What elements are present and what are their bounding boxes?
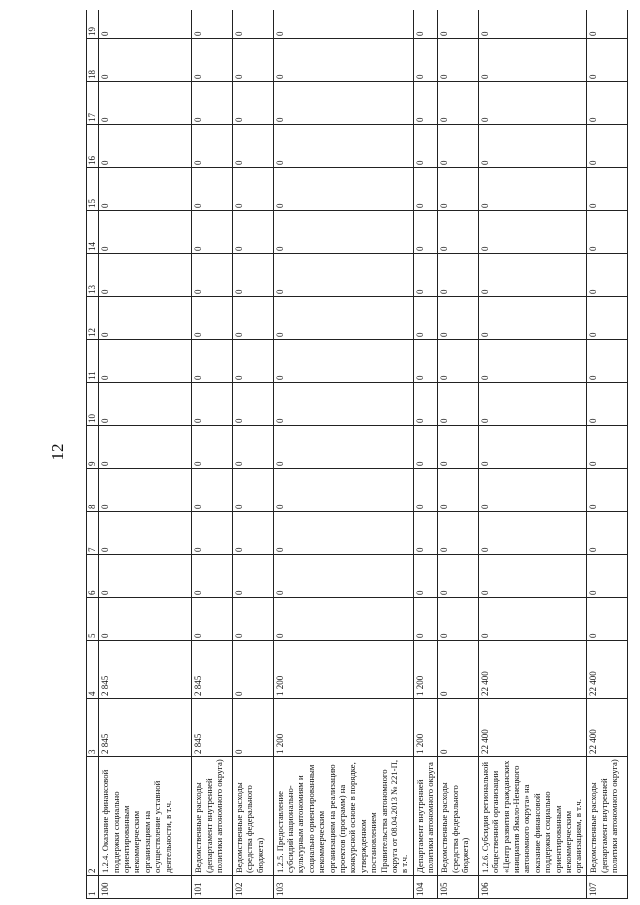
value-cell-col3: 1 200 (413, 699, 437, 757)
value-cell-col4: 1 200 (273, 641, 413, 699)
value-cell-col11: 0 (438, 340, 479, 383)
value-cell-col4: 2 845 (99, 641, 192, 699)
value-cell-col7: 0 (587, 512, 628, 555)
value-cell-col5: 0 (192, 598, 233, 641)
value-cell-col18: 0 (192, 39, 233, 82)
column-number-16: 16 (87, 125, 99, 168)
value-cell-col10: 0 (587, 383, 628, 426)
column-number-13: 13 (87, 254, 99, 297)
value-cell-col17: 0 (192, 82, 233, 125)
row-name-cell: Ведомственные расходы (департамент внутренней политики автономного округа) (192, 757, 233, 876)
value-cell-col15: 0 (438, 168, 479, 211)
table-row (192, 10, 233, 899)
row-name-cell: Ведомственные расходы (средства федерального бюджета) (438, 757, 479, 876)
value-cell-col5: 0 (233, 598, 274, 641)
column-number-12: 12 (87, 297, 99, 340)
value-cell-col7: 0 (99, 512, 192, 555)
value-cell-col18: 0 (587, 39, 628, 82)
value-cell-col7: 0 (233, 512, 274, 555)
value-cell-col9: 0 (273, 426, 413, 469)
value-cell-col13: 0 (438, 254, 479, 297)
row-number-cell: 106 (478, 876, 587, 899)
column-number-17: 17 (87, 82, 99, 125)
value-cell-col7: 0 (478, 512, 587, 555)
column-number-6: 6 (87, 555, 99, 598)
value-cell-col17: 0 (273, 82, 413, 125)
table-row (587, 10, 628, 899)
value-cell-col18: 0 (99, 39, 192, 82)
value-cell-col15: 0 (273, 168, 413, 211)
value-cell-col19: 0 (413, 10, 437, 39)
column-number-8: 8 (87, 469, 99, 512)
row-number-cell: 104 (413, 876, 437, 899)
value-cell-col3: 2 845 (192, 699, 233, 757)
value-cell-col7: 0 (438, 512, 479, 555)
value-cell-col9: 0 (192, 426, 233, 469)
value-cell-col17: 0 (413, 82, 437, 125)
value-cell-col19: 0 (99, 10, 192, 39)
value-cell-col16: 0 (192, 125, 233, 168)
value-cell-col9: 0 (478, 426, 587, 469)
value-cell-col12: 0 (99, 297, 192, 340)
value-cell-col11: 0 (587, 340, 628, 383)
value-cell-col4: 0 (233, 641, 274, 699)
column-number-7: 7 (87, 512, 99, 555)
value-cell-col5: 0 (587, 598, 628, 641)
value-cell-col19: 0 (587, 10, 628, 39)
table-row (413, 10, 437, 899)
value-cell-col15: 0 (413, 168, 437, 211)
value-cell-col17: 0 (438, 82, 479, 125)
value-cell-col3: 0 (438, 699, 479, 757)
rotated-content (86, 10, 628, 899)
table-row (438, 10, 479, 899)
value-cell-col10: 0 (478, 383, 587, 426)
value-cell-col3: 0 (233, 699, 274, 757)
value-cell-col14: 0 (478, 211, 587, 254)
value-cell-col16: 0 (273, 125, 413, 168)
value-cell-col18: 0 (478, 39, 587, 82)
column-number-19: 19 (87, 10, 99, 39)
column-number-row (87, 10, 99, 899)
value-cell-col13: 0 (233, 254, 274, 297)
table-row (273, 10, 413, 899)
value-cell-col14: 0 (413, 211, 437, 254)
value-cell-col13: 0 (587, 254, 628, 297)
value-cell-col6: 0 (587, 555, 628, 598)
column-number-2: 2 (87, 757, 99, 876)
value-cell-col19: 0 (438, 10, 479, 39)
value-cell-col18: 0 (273, 39, 413, 82)
row-name-cell: 1.2.4. Оказание финансовой поддержки социально ориентированным некоммерческим организациям на осуществление уставной деятельности, в т.ч. (99, 757, 192, 876)
value-cell-col14: 0 (587, 211, 628, 254)
row-number-cell: 103 (273, 876, 413, 899)
value-cell-col6: 0 (99, 555, 192, 598)
value-cell-col16: 0 (233, 125, 274, 168)
value-cell-col18: 0 (233, 39, 274, 82)
value-cell-col10: 0 (413, 383, 437, 426)
value-cell-col12: 0 (478, 297, 587, 340)
budget-table (86, 10, 628, 899)
value-cell-col8: 0 (438, 469, 479, 512)
value-cell-col11: 0 (192, 340, 233, 383)
value-cell-col15: 0 (192, 168, 233, 211)
value-cell-col9: 0 (233, 426, 274, 469)
value-cell-col19: 0 (273, 10, 413, 39)
value-cell-col13: 0 (478, 254, 587, 297)
value-cell-col4: 0 (438, 641, 479, 699)
page-number: 12 (48, 443, 67, 461)
value-cell-col3: 22 400 (587, 699, 628, 757)
value-cell-col8: 0 (192, 469, 233, 512)
value-cell-col16: 0 (478, 125, 587, 168)
column-number-11: 11 (87, 340, 99, 383)
value-cell-col15: 0 (99, 168, 192, 211)
table-row (99, 10, 192, 899)
value-cell-col7: 0 (273, 512, 413, 555)
column-number-14: 14 (87, 211, 99, 254)
row-number-cell: 107 (587, 876, 628, 899)
column-number-5: 5 (87, 598, 99, 641)
value-cell-col6: 0 (478, 555, 587, 598)
value-cell-col8: 0 (99, 469, 192, 512)
column-number-15: 15 (87, 168, 99, 211)
row-name-cell: Ведомственные расходы (департамент внутренней политики автономного округа) (587, 757, 628, 876)
value-cell-col6: 0 (438, 555, 479, 598)
value-cell-col13: 0 (273, 254, 413, 297)
value-cell-col15: 0 (587, 168, 628, 211)
value-cell-col12: 0 (438, 297, 479, 340)
value-cell-col17: 0 (233, 82, 274, 125)
row-name-cell: Ведомственные расходы (средства федерального бюджета) (233, 757, 274, 876)
value-cell-col4: 2 845 (192, 641, 233, 699)
value-cell-col5: 0 (438, 598, 479, 641)
value-cell-col6: 0 (233, 555, 274, 598)
value-cell-col5: 0 (413, 598, 437, 641)
value-cell-col9: 0 (438, 426, 479, 469)
table-body (87, 10, 628, 899)
column-number-10: 10 (87, 383, 99, 426)
value-cell-col9: 0 (587, 426, 628, 469)
value-cell-col4: 22 400 (478, 641, 587, 699)
value-cell-col14: 0 (438, 211, 479, 254)
value-cell-col11: 0 (99, 340, 192, 383)
value-cell-col11: 0 (478, 340, 587, 383)
value-cell-col4: 22 400 (587, 641, 628, 699)
value-cell-col5: 0 (273, 598, 413, 641)
value-cell-col9: 0 (413, 426, 437, 469)
value-cell-col3: 22 400 (478, 699, 587, 757)
value-cell-col19: 0 (233, 10, 274, 39)
value-cell-col12: 0 (413, 297, 437, 340)
value-cell-col12: 0 (273, 297, 413, 340)
value-cell-col12: 0 (587, 297, 628, 340)
value-cell-col13: 0 (413, 254, 437, 297)
value-cell-col14: 0 (273, 211, 413, 254)
table-row (233, 10, 274, 899)
table-row (478, 10, 587, 899)
value-cell-col12: 0 (233, 297, 274, 340)
value-cell-col14: 0 (233, 211, 274, 254)
value-cell-col16: 0 (438, 125, 479, 168)
value-cell-col10: 0 (438, 383, 479, 426)
value-cell-col10: 0 (192, 383, 233, 426)
column-number-18: 18 (87, 39, 99, 82)
row-number-cell: 102 (233, 876, 274, 899)
value-cell-col8: 0 (587, 469, 628, 512)
value-cell-col10: 0 (99, 383, 192, 426)
value-cell-col9: 0 (99, 426, 192, 469)
value-cell-col3: 2 845 (99, 699, 192, 757)
column-number-4: 4 (87, 641, 99, 699)
value-cell-col8: 0 (413, 469, 437, 512)
column-number-3: 3 (87, 699, 99, 757)
value-cell-col8: 0 (478, 469, 587, 512)
value-cell-col11: 0 (413, 340, 437, 383)
value-cell-col14: 0 (99, 211, 192, 254)
value-cell-col6: 0 (273, 555, 413, 598)
value-cell-col15: 0 (233, 168, 274, 211)
value-cell-col4: 1 200 (413, 641, 437, 699)
value-cell-col10: 0 (233, 383, 274, 426)
value-cell-col14: 0 (192, 211, 233, 254)
value-cell-col19: 0 (478, 10, 587, 39)
row-number-cell: 100 (99, 876, 192, 899)
value-cell-col10: 0 (273, 383, 413, 426)
value-cell-col6: 0 (192, 555, 233, 598)
value-cell-col17: 0 (587, 82, 628, 125)
value-cell-col16: 0 (99, 125, 192, 168)
value-cell-col8: 0 (233, 469, 274, 512)
value-cell-col18: 0 (413, 39, 437, 82)
value-cell-col3: 1 200 (273, 699, 413, 757)
column-number-9: 9 (87, 426, 99, 469)
row-number-cell: 105 (438, 876, 479, 899)
row-name-cell: Департамент внутренней политики автономного округа (413, 757, 437, 876)
value-cell-col5: 0 (478, 598, 587, 641)
column-number-1: 1 (87, 876, 99, 899)
row-name-cell: 1.2.6. Субсидия региональной общественной организации «Центр развития гражданских инициатив Ямало-Ненецкого автономного округа» на оказание финансовой поддержки социально ориентированным некоммерческим организациям, в т.ч. (478, 757, 587, 876)
value-cell-col12: 0 (192, 297, 233, 340)
value-cell-col11: 0 (273, 340, 413, 383)
value-cell-col19: 0 (192, 10, 233, 39)
value-cell-col15: 0 (478, 168, 587, 211)
value-cell-col13: 0 (192, 254, 233, 297)
value-cell-col13: 0 (99, 254, 192, 297)
value-cell-col17: 0 (99, 82, 192, 125)
value-cell-col7: 0 (413, 512, 437, 555)
value-cell-col8: 0 (273, 469, 413, 512)
value-cell-col17: 0 (478, 82, 587, 125)
value-cell-col7: 0 (192, 512, 233, 555)
row-name-cell: 1.2.5. Предоставление субсидий национально-культурным автономиям и социально ориентированным некоммерческим организациям на реализацию проектов (программ) на конкурсной основе в порядке, утвержденном постановлением Правительства автономного округа от 08.04.2013 № 221-П, в т.ч. (273, 757, 413, 876)
value-cell-col11: 0 (233, 340, 274, 383)
value-cell-col16: 0 (413, 125, 437, 168)
value-cell-col16: 0 (587, 125, 628, 168)
value-cell-col5: 0 (99, 598, 192, 641)
budget-table-frame (86, 10, 628, 899)
value-cell-col6: 0 (413, 555, 437, 598)
row-number-cell: 101 (192, 876, 233, 899)
value-cell-col18: 0 (438, 39, 479, 82)
